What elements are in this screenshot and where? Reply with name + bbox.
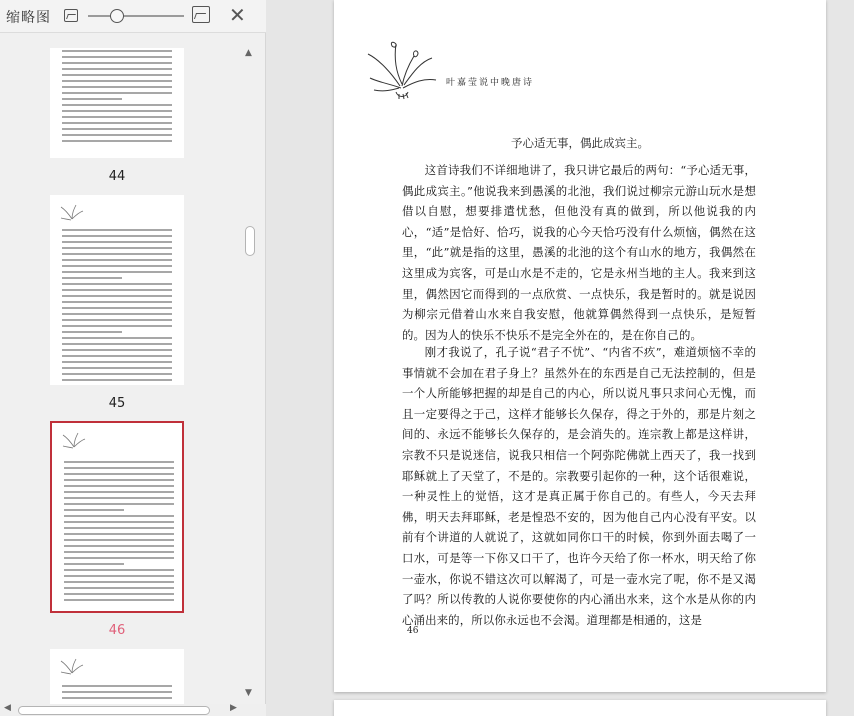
body-paragraph-2: 刚才我说了，孔子说“君子不忧”、“内省不疚”，难道烦恼不幸的事情就不会加在君子身上？虽然外在的东西是自己无法控制的，但是一个人所能够把握的却是自己的内心，所以说凡事只求问心无愧，而且一定要得之于己，这样才能够长久保存，得之于外的，那是片刻之间的、永远不能够长久保存的，是会消失的。连宗教上都是这样讲，宗教不只是说迷信，说我只相信一个阿弥陀佛就上西天了，我一找到耶稣就上了天堂了，不是的。宗教要引起你的一种，这个话很难说，一种灵性上的觉悟，这才是真正属于你自己的。有些人，今天去拜佛，明天去拜耶稣，老是惶恐不安的，因为他自己内心没有平安。以前有个讲道的人就说了，这就如同你口干的时候，你到外面去喝了一口水，可是等一下你又口干了，也许今天给了你一杯水，明天给了你一壶水，你说不错这次可以解渴了，可是一壶水完了呢，你不是又渴了吗？所以传教的人说你要使你的内心涌出水来，这个水是从你的内心涌出来的，所以你永远也不会渴。道理都是相通的，这是 — [402, 345, 756, 627]
thumbnail-text-line — [64, 485, 174, 487]
thumbnail-text-line — [62, 253, 172, 255]
thumbnail-text-line — [64, 527, 174, 529]
thumbnail-orchid-icon — [60, 203, 84, 223]
thumbnail-text-line — [62, 349, 172, 351]
scroll-left-arrow-icon[interactable]: ◀ — [4, 703, 11, 713]
thumbnail-text-line — [62, 367, 172, 369]
thumbnail-text-line — [62, 343, 172, 345]
thumbnail-text-line — [62, 313, 172, 315]
page-number: 46 — [407, 626, 419, 636]
running-head: 叶嘉莹说中晚唐诗 — [446, 78, 535, 88]
thumbnail-text-line — [64, 473, 174, 475]
document-view[interactable] — [267, 0, 854, 716]
thumbnail-text-line — [64, 587, 174, 589]
thumbnail-text-line — [62, 691, 172, 693]
thumbnail-text-line — [62, 361, 172, 363]
thumbnail-list[interactable] — [0, 34, 266, 704]
thumbnail-text-line — [62, 283, 172, 285]
thumbnail-text-line — [64, 509, 124, 511]
thumbnail-text-line — [62, 355, 172, 357]
thumbnail-text-line — [64, 539, 174, 541]
thumbnail-text-line — [62, 247, 172, 249]
thumbnail-text-line — [62, 50, 172, 52]
thumbnail-text-line — [62, 92, 172, 94]
thumbnail-text-line — [62, 98, 122, 100]
thumbnail-image — [50, 195, 184, 385]
thumbnail-text-line — [62, 128, 172, 130]
thumbnail-text-line — [62, 373, 172, 375]
thumbnail-text-line — [62, 697, 172, 699]
thumbnail-text-line — [64, 503, 174, 505]
thumbnail-text-line — [62, 74, 172, 76]
thumbnail-image — [50, 421, 184, 613]
thumbnail-text-line — [64, 497, 174, 499]
thumbnail-text-line — [62, 229, 172, 231]
thumbnail-text-line — [62, 331, 122, 333]
thumbnail-text-line — [64, 545, 174, 547]
thumbnail-text-line — [62, 259, 172, 261]
thumbnail-text-line — [62, 289, 172, 291]
thumbnail-text-line — [64, 557, 174, 559]
thumbnail-text-line — [64, 521, 174, 523]
thumbnail-page-45[interactable] — [50, 195, 186, 411]
thumbnail-text-line — [62, 277, 122, 279]
thumbnail-horizontal-scrollbar[interactable] — [0, 704, 266, 716]
zoom-out-image-icon[interactable] — [64, 9, 78, 22]
thumbnail-panel — [0, 0, 266, 716]
thumbnail-label: 45 — [108, 396, 126, 411]
thumbnail-text-line — [64, 491, 174, 493]
thumbnail-text-line — [64, 563, 124, 565]
thumbnail-text-line — [62, 241, 172, 243]
thumbnail-page-47[interactable] — [50, 649, 186, 704]
thumbnail-text-line — [62, 685, 172, 687]
thumbnail-text-line — [64, 593, 174, 595]
thumbnail-text-line — [62, 325, 172, 327]
vertical-scroll-thumb[interactable] — [245, 226, 255, 256]
scroll-up-arrow-icon[interactable]: ▲ — [245, 48, 252, 58]
thumbnail-text-line — [62, 265, 172, 267]
thumbnail-text-line — [64, 467, 174, 469]
horizontal-scroll-thumb[interactable] — [18, 706, 210, 715]
thumbnail-text-line — [62, 140, 172, 142]
document-page — [334, 0, 826, 692]
thumbnail-label: 44 — [108, 169, 126, 184]
thumbnail-text-line — [62, 122, 172, 124]
thumbnail-text-line — [62, 116, 172, 118]
thumbnail-text-line — [64, 533, 174, 535]
thumbnail-page-44[interactable] — [50, 48, 186, 184]
body-paragraph-1: 这首诗我们不详细地讲了，我只讲它最后的两句：“予心适无事，偶此成宾主。”他说我来到愚溪的北池，我们说过柳宗元游山玩水是想借以自慰，想要排遣忧愁，但他没有真的做到，所以他说我的内心，“适”是恰好、恰巧，说我的心今天恰巧没有什么烦恼，偶然在这里，“此”就是指的这里，愚溪的北池的这个有山水的地方，我偶然在这里成为宾客，可是山水是不走的，它是永州当地的主人。我来到这里，偶然因它而得到的一点欣赏、一点快乐，我是暂时的。就是说因为柳宗元借着山水来自我安慰，他就算偶然得到一点快乐，是短暂的。因为人的快乐不快乐不是完全外在的，是在你自己的。 — [402, 163, 756, 342]
thumbnail-orchid-icon — [62, 431, 86, 451]
zoom-slider-handle[interactable] — [110, 9, 124, 23]
scroll-right-arrow-icon[interactable]: ▶ — [230, 703, 237, 713]
panel-title: 缩略图 — [6, 10, 51, 26]
thumbnail-text-line — [64, 569, 174, 571]
thumbnail-text-line — [64, 515, 174, 517]
thumbnail-text-line — [64, 581, 174, 583]
thumbnail-text-line — [62, 134, 172, 136]
thumbnail-image — [50, 649, 184, 704]
thumbnail-text-line — [62, 104, 172, 106]
thumbnail-text-line — [62, 307, 172, 309]
thumbnail-text-line — [62, 295, 172, 297]
close-icon[interactable]: ✕ — [229, 3, 246, 27]
zoom-in-image-icon[interactable] — [192, 6, 210, 23]
thumbnail-text-line — [62, 337, 172, 339]
orchid-illustration — [366, 38, 438, 100]
thumbnail-text-line — [62, 271, 172, 273]
thumbnail-image — [50, 48, 184, 158]
thumbnail-vertical-scrollbar[interactable] — [243, 48, 257, 698]
thumbnail-text-line — [64, 461, 174, 463]
thumbnail-text-line — [62, 319, 172, 321]
thumbnail-text-line — [62, 301, 172, 303]
next-document-page — [334, 700, 826, 716]
thumbnail-text-line — [62, 62, 172, 64]
thumbnail-text-line — [62, 68, 172, 70]
thumbnail-toolbar — [0, 0, 266, 33]
zoom-slider-track — [88, 15, 184, 17]
thumbnail-text-line — [64, 479, 174, 481]
scroll-down-arrow-icon[interactable]: ▼ — [245, 688, 252, 698]
thumbnail-text-line — [62, 110, 172, 112]
thumbnail-text-line — [62, 235, 172, 237]
thumbnail-zoom-slider[interactable] — [88, 9, 184, 23]
thumbnail-orchid-icon — [60, 657, 84, 677]
thumbnail-text-line — [64, 575, 174, 577]
poem-verse: 予心适无事，偶此成宾主。 — [511, 136, 649, 150]
thumbnail-text-line — [64, 551, 174, 553]
thumbnail-text-line — [62, 80, 172, 82]
thumbnail-text-line — [64, 599, 174, 601]
thumbnail-text-line — [62, 379, 172, 381]
thumbnail-text-line — [62, 56, 172, 58]
thumbnail-label: 46 — [108, 623, 126, 638]
thumbnail-page-46[interactable] — [50, 421, 186, 638]
thumbnail-text-line — [62, 86, 172, 88]
